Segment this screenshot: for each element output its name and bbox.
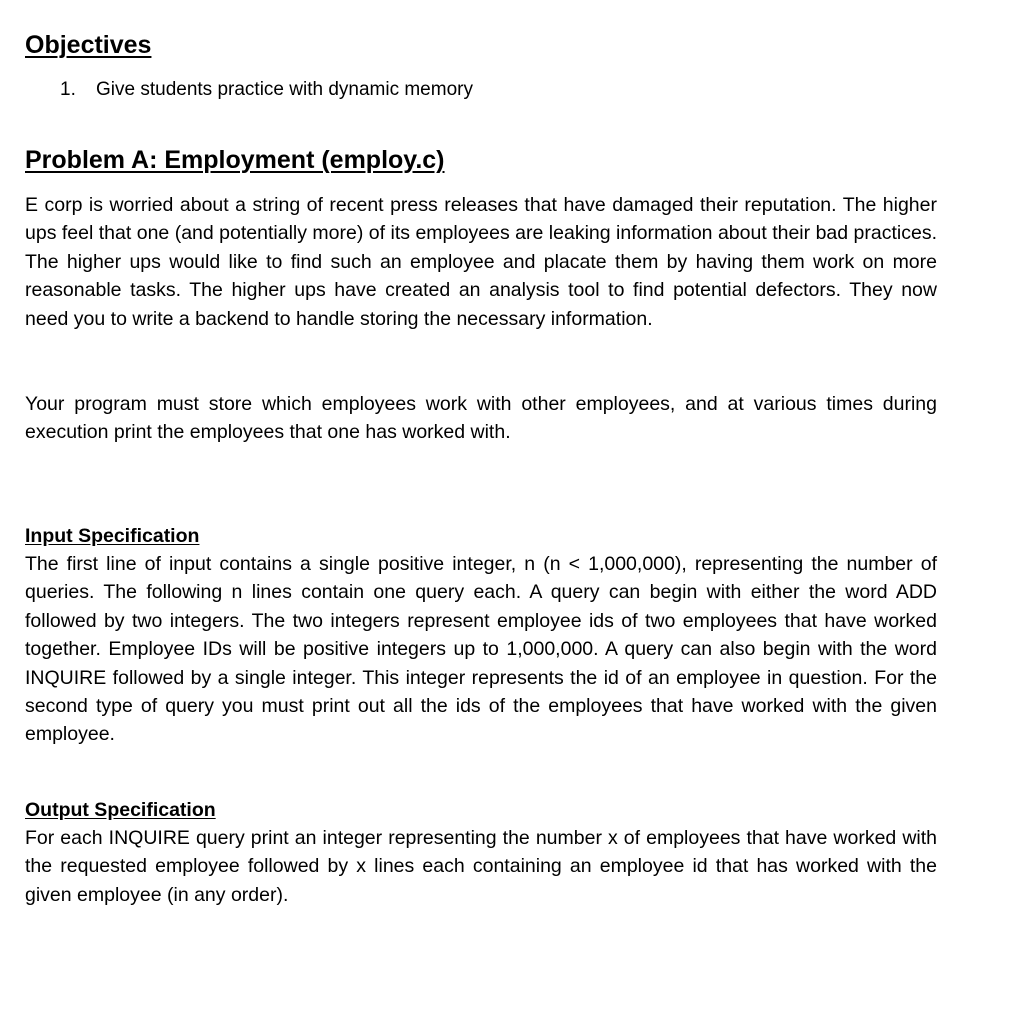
problem-heading: Problem A: Employment (employ.c) <box>25 146 445 174</box>
problem-requirement: Your program must store which employees work with other employees, and at various times during execution print the employees that one has worked with. <box>25 393 937 444</box>
input-specification-text: The first line of input contains a single positive integer, n (n < 1,000,000), representing the number of queries. The following n lines contain one query each. A query can begin with either the word ADD followed by two integers. The two integers represent employee ids of two employees that have worked together. Employee IDs will be positive integers up to 1,000,000. A query can also begin with the word INQUIRE followed by a single integer. This integer represents the id of an employee in question. For the second type of query you must print out all the ids of the employees that have worked with the given employee. <box>25 553 937 746</box>
problem-description: E corp is worried about a string of recent press releases that have damaged their reputation. The higher ups feel that one (and potentially more) of its employees are leaking information about their bad practices. The higher ups would like to find such an employee and placate them by having them work on more reasonable tasks. The higher ups have created an analysis tool to find potential defectors. They now need you to write a backend to handle storing the necessary information. <box>25 194 937 330</box>
objectives-heading: Objectives <box>25 31 152 59</box>
list-item <box>60 77 473 103</box>
output-specification-heading: Output Specification <box>25 799 216 821</box>
list-item-number: 1. <box>60 79 76 100</box>
objectives-list <box>60 77 473 103</box>
output-specification-text: For each INQUIRE query print an integer representing the number x of employees that have worked with the requested employee followed by x lines each containing an employee id that has worked with the given employee (in any order). <box>25 827 937 906</box>
input-specification-heading: Input Specification <box>25 525 200 547</box>
list-item-text: Give students practice with dynamic memory <box>96 79 473 100</box>
